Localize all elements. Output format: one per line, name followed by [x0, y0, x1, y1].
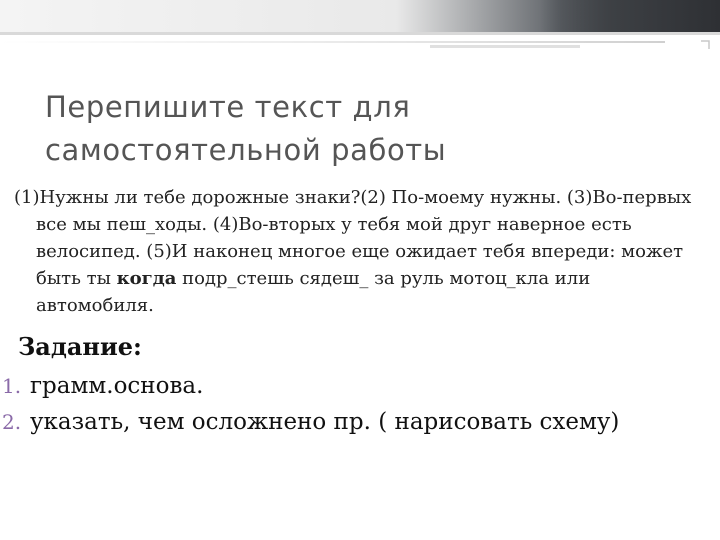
header-underline: [0, 41, 665, 43]
task-number: 2.: [2, 410, 22, 434]
paragraph-text: (1)Нужны ли тебе дорожные знаки?(2) По-моему нужны. (3)Во-первых все мы пеш_ходы. (4)Во-вторых у тебя мой друг наверное есть велосипед. (5)И наконец многое еще ожидает тебя впереди: может быть ты: [14, 187, 692, 289]
paragraph-bold-word: когда: [116, 268, 177, 289]
title-line-1: Перепишите текст для: [45, 90, 411, 124]
exercise-text: [14, 184, 704, 319]
task-number: 1.: [2, 374, 22, 398]
paragraph-text-end: подр_стешь сядеш_ за руль мотоц_кла или автомобиля.: [36, 268, 591, 316]
header-divider: [0, 32, 720, 35]
header-band-dark: [540, 0, 720, 32]
slide-title: [45, 86, 685, 172]
task-item: [0, 404, 715, 440]
task-heading: Задание:: [18, 332, 142, 361]
task-item: [0, 368, 715, 404]
bracket-corner-icon: [700, 40, 710, 50]
exercise-paragraph: [14, 184, 704, 319]
task-text: указать, чем осложнено пр. ( нарисовать схему): [30, 409, 620, 435]
header-accent-line: [430, 45, 580, 48]
task-list: [0, 368, 715, 440]
title-line-2: самостоятельной работы: [45, 133, 447, 167]
task-text: грамм.основа.: [30, 373, 204, 399]
